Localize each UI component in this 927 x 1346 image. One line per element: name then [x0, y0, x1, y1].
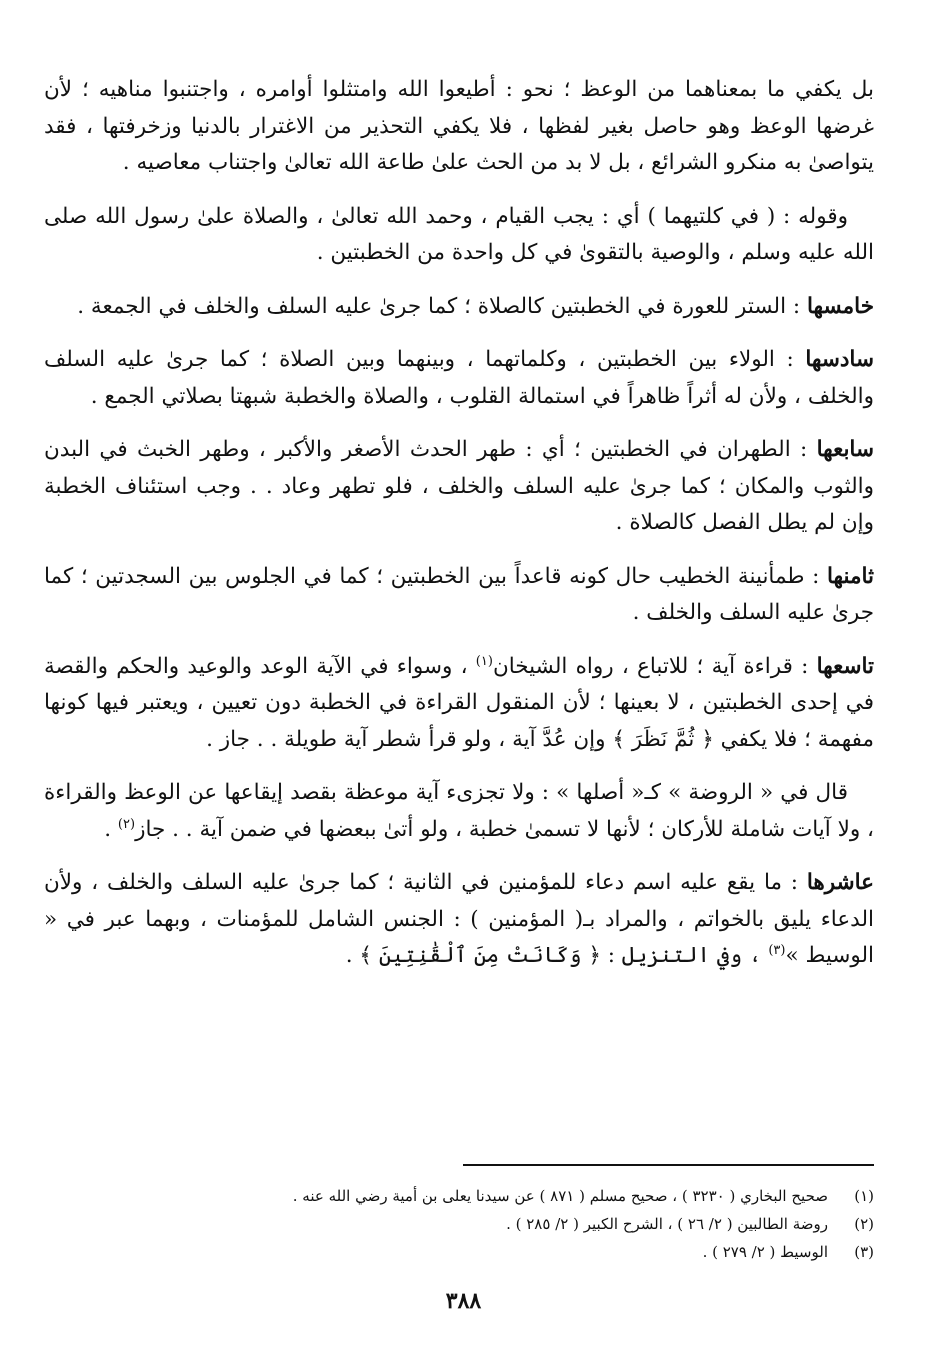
footnote-1 [44, 1182, 874, 1210]
footnote-text: روضة الطالبين ( ٢/ ٢٦ ) ، الشرح الكبير ( ٢/ ٢٨٥ ) . [506, 1215, 828, 1233]
paragraph-lead: عاشرها [806, 870, 874, 895]
footnote-text: الوسيط ( ٢/ ٢٧٩ ) . [702, 1243, 828, 1261]
footnote-3 [44, 1238, 874, 1266]
footnote-2 [44, 1210, 874, 1238]
footnote-text: صحيح البخاري ( ٣٢٣٠ ) ، صحيح مسلم ( ٨٧١ ) عن سيدنا يعلى بن أمية رضي الله عنه . [292, 1187, 828, 1205]
paragraph-text: : قراءة آية ؛ للاتباع ، رواه الشيخان [492, 653, 817, 679]
paragraph-text: بل يكفي ما بمعناهما من الوعظ ؛ نحو : أطيعوا الله وامتثلوا أوامره ، واجتنبوا مناهيه ؛ لأن غرضها الوعظ وهو حاصل بغير لفظها ، فلا يكفي التحذير من الاغترار بالدنيا وزخرفتها ، فقد يتواصىٰ به منكرو الشرائع ، بل لا بد من الحث علىٰ طاعة الله تعالىٰ واجتناب معاصيه . [44, 77, 874, 175]
paragraph-lead: سادسها [805, 347, 874, 372]
footnote-ref-2[interactable]: (٢) [117, 816, 136, 832]
footnote-number: (٣) [854, 1243, 874, 1261]
paragraph-tenth [44, 865, 874, 975]
paragraph-text: : الستر للعورة في الخطبتين كالصلاة ؛ كما جرىٰ عليه السلف والخلف في الجمعة . [77, 293, 807, 319]
paragraph-lead: تاسعها [816, 653, 874, 679]
main-text [44, 72, 874, 992]
page-number: ٣٨٨ [445, 1288, 482, 1314]
paragraph-lead: سابعها [816, 437, 874, 462]
paragraph-text: وقوله : ( في كلتيهما ) أي : يجب القيام ، وحمد الله تعالىٰ ، والصلاة علىٰ رسول الله صلى الله عليه وسلم ، والوصية بالتقوىٰ في كل واحدة من الخطبتين . [44, 203, 874, 265]
paragraph-lead: خامسها [807, 293, 874, 319]
paragraph-rawda-quote [44, 775, 874, 848]
paragraph-text: قال في « الروضة » كـ« أصلها » : ولا تجزىء آية موعظة بقصد إيقاعها عن الوعظ والقراءة ، ولا آيات شاملة للأركان ؛ لأنها لا تسمىٰ خطبة ، ولو أتىٰ ببعضها في ضمن آية . . جاز [44, 780, 874, 842]
paragraph-text: ، وفي التنزيل : ﴿ وَكَانَتْ مِنَ ٱلْقَٰنِتِينَ ﴾ . [345, 943, 769, 968]
paragraph-text: . [104, 816, 118, 842]
footnote-number: (٢) [854, 1215, 874, 1233]
paragraph-lead: ثامنها [827, 563, 874, 589]
footnote-divider [463, 1164, 874, 1166]
paragraph-text: : الولاء بين الخطبتين ، وكلماتهما ، وبينهما وبين الصلاة ؛ كما جرىٰ عليه السلف والخلف ، ولأن له أثراً ظاهراً في استمالة القلوب ، والصلاة والخطبة شبهتا بصلاتي الجمع . [44, 347, 874, 409]
paragraph-text: : طمأنينة الخطيب حال كونه قاعداً بين الخطبتين ؛ كما في الجلوس بين السجدتين ؛ كما جرىٰ عليه السلف والخلف . [44, 563, 874, 625]
footnote-ref-1[interactable]: (١) [475, 653, 493, 669]
paragraph-text: ، وسواء في الآية الوعد والوعيد والحكم والقصة في إحدى الخطبتين ، لا بعينها ؛ لأن المنقول القراءة في الخطبة دون تعيين ، ويعتبر فيها كونها مفهمة ؛ فلا يكفي ﴿ ثُمَّ نَظَرَ ﴾ وإن عُدَّ آية ، ولو قرأ شطر آية طويلة . . جاز . [44, 653, 874, 752]
paragraph-sixth [44, 342, 874, 415]
paragraph-seventh [44, 432, 874, 542]
paragraph-text: : ما يقع عليه اسم دعاء للمؤمنين في الثانية ؛ كما جرىٰ عليه السلف والخلف ، ولأن الدعاء يليق بالخواتم ، والمراد بـ( المؤمنين ) : الجنس الشامل للمؤمنات ، وبهما عبر في « الوسيط » [44, 870, 874, 968]
paragraph-eighth [44, 559, 874, 632]
footnote-number: (١) [854, 1187, 874, 1205]
footnote-ref-3[interactable]: (٣) [768, 942, 786, 958]
paragraph-2 [44, 199, 874, 272]
footnotes [44, 1182, 874, 1266]
paragraph-1 [44, 72, 874, 182]
paragraph-ninth [44, 649, 874, 759]
paragraph-text: : الطهران في الخطبتين ؛ أي : طهر الحدث الأصغر والأكبر ، وطهر الخبث في البدن والثوب والمكان ؛ كما جرىٰ عليه السلف والخلف ، فلو تطهر وعاد . . وجب استئناف الخطبة وإن لم يطل الفصل كالصلاة . [44, 437, 874, 535]
paragraph-fifth [44, 289, 874, 326]
